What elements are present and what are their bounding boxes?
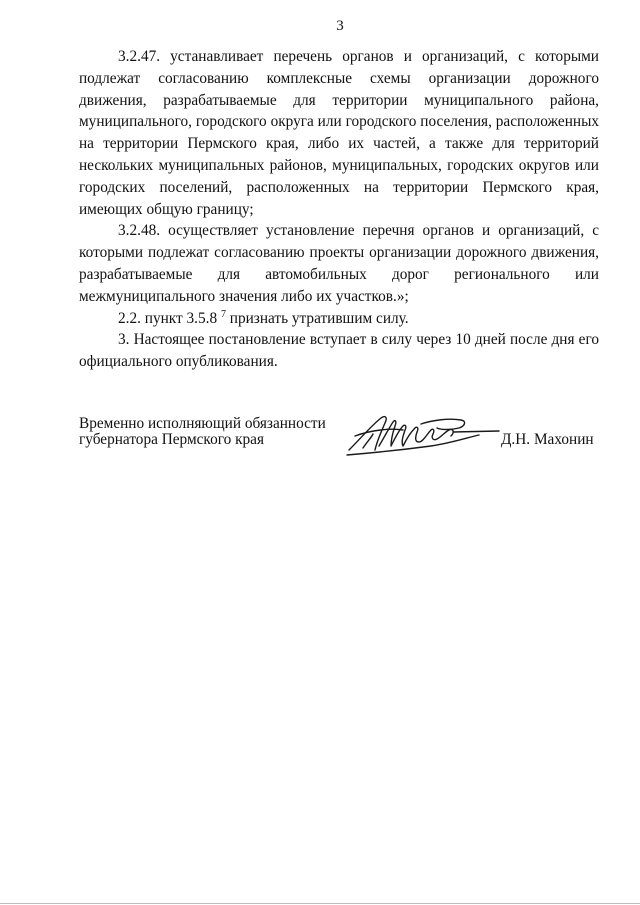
signer-name: Д.Н. Махонин xyxy=(501,431,594,448)
paragraph-2-2-lead: 2.2. пункт 3.5.8 xyxy=(118,309,218,327)
footnote-superscript: 7 xyxy=(220,308,226,320)
page-number: 3 xyxy=(336,18,344,34)
paragraph-3-2-48: 3.2.48. осуществляет установление перечня органов и организаций, с которыми подлежат согласованию проекты организации дорожного движения, разрабатываемые для автомобильных дорог регионального или межмуниципального значения либо их участков.»; xyxy=(79,222,599,305)
document-body xyxy=(79,46,599,373)
paragraph-3: 3. Настоящее постановление вступает в силу через 10 дней после дня его официального опубликования. xyxy=(79,331,599,371)
signer-title xyxy=(79,416,339,448)
signer-title-line-2: губернатора Пермского края xyxy=(79,431,265,448)
handwritten-signature xyxy=(341,408,501,458)
paragraph-2-2-tail: признать утратившим силу. xyxy=(225,309,409,327)
scan-bottom-edge xyxy=(0,903,640,904)
signature-block xyxy=(79,416,599,476)
paragraph-3-2-47: 3.2.47. устанавливает перечень органов и организаций, с которыми подлежат согласованию комплексные схемы организации дорожного движения, разрабатываемые для территории муниципального района, муниципального, городского округа или городского поселения, расположенных на территории Пермского края, либо их частей, а также для территорий нескольких муниципальных районов, муниципальных, городских округов или городских поселений, расположенных на территории Пермского края, имеющих общую границу; xyxy=(79,48,599,218)
signer-title-line-1: Временно исполняющий обязанности xyxy=(79,415,326,432)
paragraph-2-2 xyxy=(79,308,599,330)
